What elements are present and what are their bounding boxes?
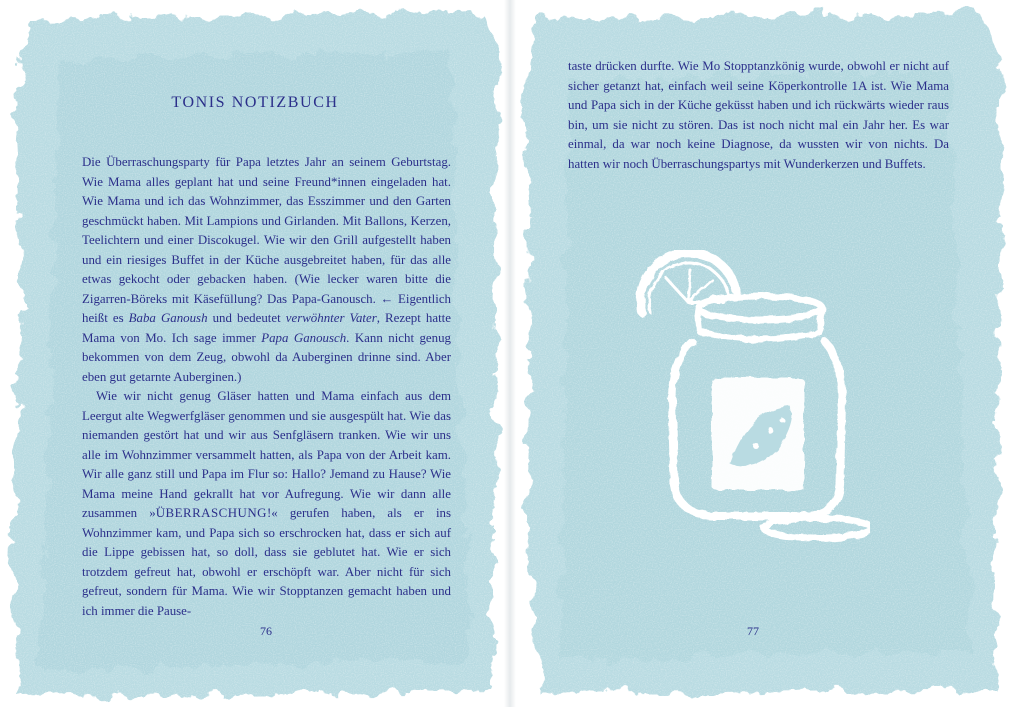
paragraph-continued: taste drücken durfte. Wie Mo Stopptanzkönig wurde, obwohl er nicht auf sicher getanzt hat, einfach weil seine Köperkontrolle 1A ist. Wie Mama und Papa sich in der Küche geküsst haben und ich rückwärts wieder raus bin, um sie nicht zu stören. Das ist noch nicht mal ein Jahr her. Es war einmal, da war noch keine Diagnose, da wussten wir von nichts. Da hatten wir noch Überraschungspartys mit Wunderkerzen und Buffets. [568,59,949,171]
jar-illustration [620,250,870,550]
chapter-title: TONIS NOTIZBUCH [171,94,339,111]
left-page-body [82,153,451,621]
right-page-body [568,57,949,174]
page-number-left: 76 [260,624,272,638]
paragraph-1: Die Überraschungsparty für Papa letztes Jahr an seinem Geburtstag. Wie Mama alles geplant hat und seine Freund*innen eingeladen hat. Wie Mama und ich das Wohnzimmer, das Esszimmer und den Garten geschmückt haben. Mit Lampions und Girlanden. Mit Ballons, Kerzen, Teelichtern und einer Discokugel. Wie wir den Grill aufgestellt haben und ein riesiges Buffet in der Küche ausgebreitet haben, für das alle etwas gekocht oder gebacken haben. (Wie lecker waren bitte die Zigarren-Böreks mit Käsefüllung? Das Papa-Ganousch. ← Eigentlich heißt es Baba Ganoush und bedeutet verwöhnter Vater, Rezept hatte Mama von Mo. Ich sage immer Papa Ganousch. Kann nicht genug bekommen von dem Zeug, obwohl da Auberginen drinne sind. Aber eben gut getarnte Auberginen.) [82,155,451,384]
paragraph-2: Wie wir nicht genug Gläser hatten und Mama einfach aus dem Leergut alte Wegwerfgläser genommen und sie ausgespült hat. Wie das niemanden gestört hat und wir aus Senfgläsern tranken. Wie wir uns alle im Wohnzimmer versammelt hatten, als Papa von der Arbeit kam. Wir alle ganz still und Papa im Flur so: Hallo? Jemand zu Hause? Wie Mama meine Hand gekrallt hat vor Aufregung. Wie wir dann alle zusammen »ÜBERRASCHUNG!« gerufen haben, als er ins Wohnzimmer kam, und Papa sich so erschrocken hat, dass er sich auf die Lippe gebissen hat, so doll, dass sie geblutet hat. Wie er sich trotzdem gefreut hat, obwohl er erschöpft war. Aber nicht für sich gefreut, sondern für Mama. Wie wir Stopptanzen gemacht haben und ich immer die Pause- [82,389,451,618]
page-number-right: 77 [747,624,759,638]
right-page [510,0,1020,707]
book-gutter [504,0,516,707]
